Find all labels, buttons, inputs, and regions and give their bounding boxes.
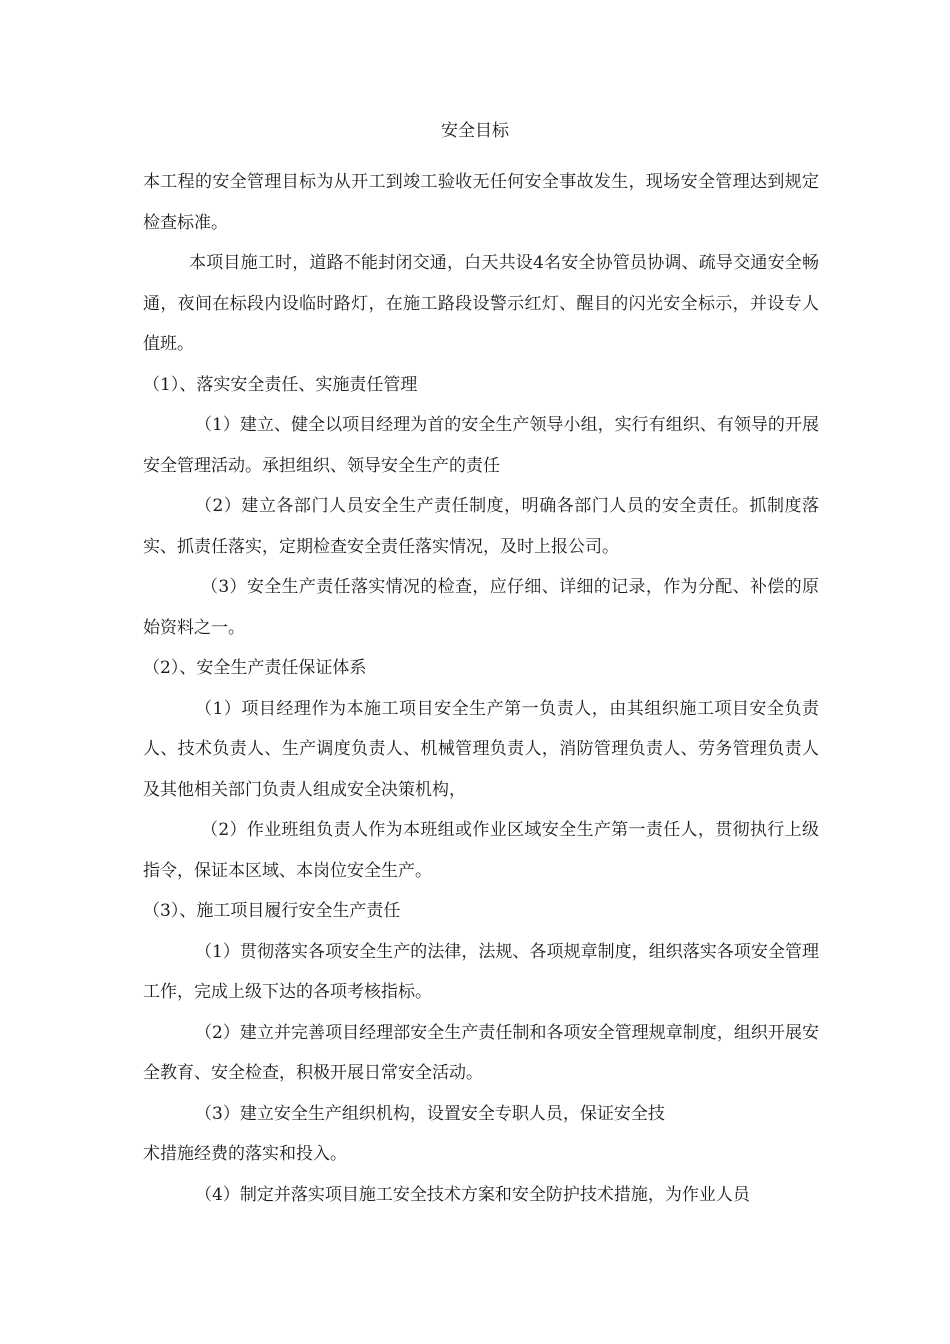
- section-heading: （2）、安全生产责任保证体系: [143, 658, 367, 678]
- paragraph: （2）作业班组负责人作为本班组或作业区域安全生产第一责任人，贯彻执行上级指令，保证本区域、本岗位安全生产。: [143, 820, 819, 881]
- paragraph: （1）贯彻落实各项安全生产的法律，法规、各项规章制度，组织落实各项安全管理工作，完成上级下达的各项考核指标。: [143, 941, 819, 1002]
- paragraph: （1）项目经理作为本施工项目安全生产第一负责人，由其组织施工项目安全负责人、技术负责人、生产调度负责人、机械管理负责人，消防管理负责人、劳务管理负责人及其他相关部门负责人组成安全决策机构，: [143, 698, 819, 800]
- section-heading: （1）、落实安全责任、实施责任管理: [143, 374, 418, 395]
- document-body: [143, 162, 819, 1215]
- section-heading: （3）、施工项目履行安全生产责任: [143, 901, 401, 921]
- paragraph: （3）安全生产责任落实情况的检查，应仔细、详细的记录，作为分配、补偿的原始资料之一。: [143, 577, 819, 638]
- paragraph: （2）建立各部门人员安全生产责任制度，明确各部门人员的安全责任。抓制度落实、抓责任落实，定期检查安全责任落实情况，及时上报公司。: [143, 496, 819, 557]
- paragraph: （3）建立安全生产组织机构，设置安全专职人员，保证安全技: [195, 1103, 665, 1124]
- paragraph: 术措施经费的落实和投入。: [143, 1144, 347, 1164]
- paragraph: （1）建立、健全以项目经理为首的安全生产领导小组，实行有组织、有领导的开展安全管理活动。承担组织、领导安全生产的责任: [143, 415, 819, 476]
- document-title: 安全目标: [441, 121, 509, 141]
- paragraph: 本工程的安全管理目标为从开工到竣工验收无任何安全事故发生，现场安全管理达到规定检查标准。: [143, 172, 819, 233]
- paragraph: 本项目施工时，道路不能封闭交通，白天共设4名安全协管员协调、疏导交通安全畅通，夜间在标段内设临时路灯，在施工路段设警示红灯、醒目的闪光安全标示，并设专人值班。: [143, 253, 819, 354]
- paragraph: （2）建立并完善项目经理部安全生产责任制和各项安全管理规章制度，组织开展安全教育、安全检查，积极开展日常安全活动。: [143, 1022, 819, 1083]
- paragraph: （4）制定并落实项目施工安全技术方案和安全防护技术措施，为作业人员: [195, 1184, 750, 1205]
